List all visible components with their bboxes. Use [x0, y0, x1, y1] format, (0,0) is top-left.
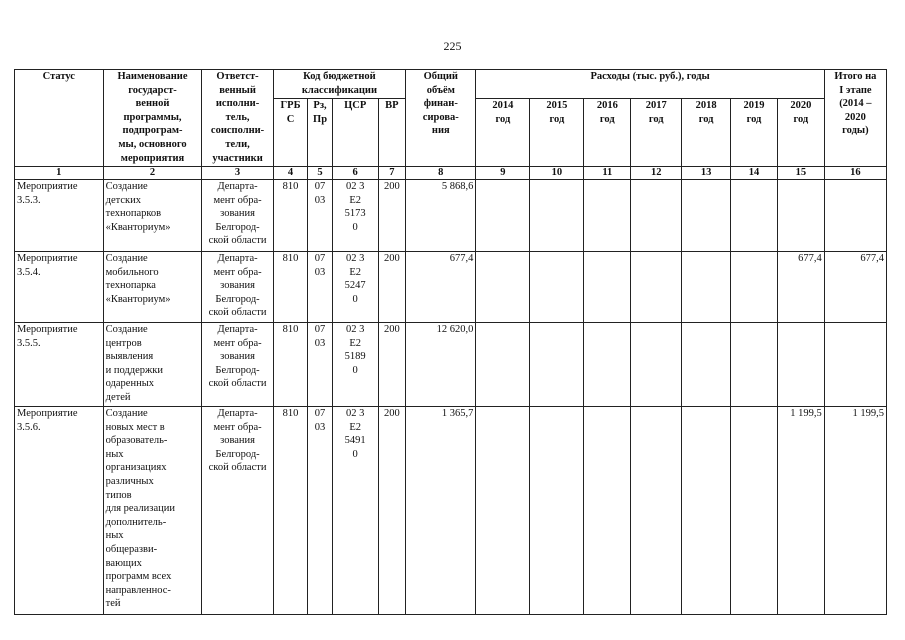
page-number: 225 [443, 39, 462, 53]
row-name: Создание мобильного технопарка «Кванториум» [103, 252, 202, 323]
row-total: 12 620,0 [406, 323, 476, 407]
header-year-2014: 2014 год [476, 99, 530, 167]
header-itogo: Итого на I этапе (2014 – 2020 годы) [824, 70, 886, 167]
row-total: 5 868,6 [406, 180, 476, 252]
row-year-2018 [682, 252, 731, 323]
header-year-2020: 2020 год [777, 99, 824, 167]
header-executor: Ответст- венный исполни- тель, соисполни- тели, участники [202, 70, 273, 167]
row-year-2015 [530, 180, 584, 252]
row-year-2016 [584, 252, 631, 323]
header-name: Наименование государст- венной программы, подпрограм- мы, основного мероприятия [103, 70, 202, 167]
row-csr: 02 3 Е2 5247 0 [332, 252, 378, 323]
header-vr: ВР [378, 99, 406, 167]
column-number: 14 [731, 167, 778, 180]
row-status: Мероприятие 3.5.4. [15, 252, 104, 323]
header-budget-code: Код бюджетной классификации [273, 70, 405, 99]
row-year-2019 [731, 180, 778, 252]
column-number: 13 [682, 167, 731, 180]
row-year-2020: 677,4 [777, 252, 824, 323]
column-number: 7 [378, 167, 406, 180]
row-year-2016 [584, 180, 631, 252]
column-number: 16 [824, 167, 886, 180]
row-year-2020 [777, 180, 824, 252]
column-number: 12 [631, 167, 682, 180]
row-grbs: 810 [273, 407, 308, 615]
header-expenses: Расходы (тыс. руб.), годы [476, 70, 824, 99]
row-rz-pr: 07 03 [308, 252, 332, 323]
header-csr: ЦСР [332, 99, 378, 167]
row-executor: Департа- мент обра- зования Белгород- ской области [202, 323, 273, 407]
row-vr: 200 [378, 407, 406, 615]
header-rz-pr: Рз, Пр [308, 99, 332, 167]
row-year-2018 [682, 407, 731, 615]
table-row [15, 252, 887, 323]
row-year-2017 [631, 323, 682, 407]
row-year-2015 [530, 323, 584, 407]
row-name: Создание центров выявления и поддержки одаренных детей [103, 323, 202, 407]
column-number: 5 [308, 167, 332, 180]
row-status: Мероприятие 3.5.3. [15, 180, 104, 252]
row-total: 677,4 [406, 252, 476, 323]
column-number: 3 [202, 167, 273, 180]
row-name: Создание новых мест в образователь- ных организациях различных типов для реализации дополнитель- ных общеразви- вающих программ всех направленнос- тей [103, 407, 202, 615]
row-status: Мероприятие 3.5.5. [15, 323, 104, 407]
column-number: 9 [476, 167, 530, 180]
row-name: Создание детских технопарков «Кванториум» [103, 180, 202, 252]
row-executor: Департа- мент обра- зования Белгород- ской области [202, 407, 273, 615]
row-rz-pr: 07 03 [308, 407, 332, 615]
row-year-2016 [584, 323, 631, 407]
column-number: 1 [15, 167, 104, 180]
header-year-2018: 2018 год [682, 99, 731, 167]
row-year-2014 [476, 323, 530, 407]
row-year-2015 [530, 407, 584, 615]
row-executor: Департа- мент обра- зования Белгород- ской области [202, 252, 273, 323]
table-row [15, 180, 887, 252]
row-year-2017 [631, 180, 682, 252]
row-total: 1 365,7 [406, 407, 476, 615]
row-year-2020 [777, 323, 824, 407]
table-row [15, 323, 887, 407]
row-grbs: 810 [273, 180, 308, 252]
column-number: 15 [777, 167, 824, 180]
row-year-2018 [682, 180, 731, 252]
header-total-volume: Общий объём финан- сирова- ния [406, 70, 476, 167]
budget-table [14, 69, 887, 615]
row-rz-pr: 07 03 [308, 180, 332, 252]
column-number: 4 [273, 167, 308, 180]
row-year-2014 [476, 252, 530, 323]
column-number: 6 [332, 167, 378, 180]
row-vr: 200 [378, 323, 406, 407]
row-year-2017 [631, 407, 682, 615]
row-year-2018 [682, 323, 731, 407]
header-year-2019: 2019 год [731, 99, 778, 167]
row-itogo: 677,4 [824, 252, 886, 323]
row-year-2020: 1 199,5 [777, 407, 824, 615]
header-status: Статус [15, 70, 104, 167]
row-rz-pr: 07 03 [308, 323, 332, 407]
row-vr: 200 [378, 180, 406, 252]
row-status: Мероприятие 3.5.6. [15, 407, 104, 615]
row-year-2016 [584, 407, 631, 615]
row-grbs: 810 [273, 323, 308, 407]
row-year-2019 [731, 323, 778, 407]
column-number: 2 [103, 167, 202, 180]
column-number: 10 [530, 167, 584, 180]
row-executor: Департа- мент обра- зования Белгород- ской области [202, 180, 273, 252]
header-year-2015: 2015 год [530, 99, 584, 167]
table-row [15, 407, 887, 615]
row-vr: 200 [378, 252, 406, 323]
row-itogo: 1 199,5 [824, 407, 886, 615]
row-year-2014 [476, 180, 530, 252]
row-year-2014 [476, 407, 530, 615]
row-csr: 02 3 Е2 5173 0 [332, 180, 378, 252]
row-itogo [824, 323, 886, 407]
header-year-2016: 2016 год [584, 99, 631, 167]
header-grbs: ГРБ С [273, 99, 308, 167]
row-year-2019 [731, 407, 778, 615]
column-number: 11 [584, 167, 631, 180]
row-csr: 02 3 Е2 5491 0 [332, 407, 378, 615]
column-number: 8 [406, 167, 476, 180]
row-itogo [824, 180, 886, 252]
row-year-2019 [731, 252, 778, 323]
row-year-2017 [631, 252, 682, 323]
row-grbs: 810 [273, 252, 308, 323]
row-year-2015 [530, 252, 584, 323]
row-csr: 02 3 Е2 5189 0 [332, 323, 378, 407]
header-year-2017: 2017 год [631, 99, 682, 167]
